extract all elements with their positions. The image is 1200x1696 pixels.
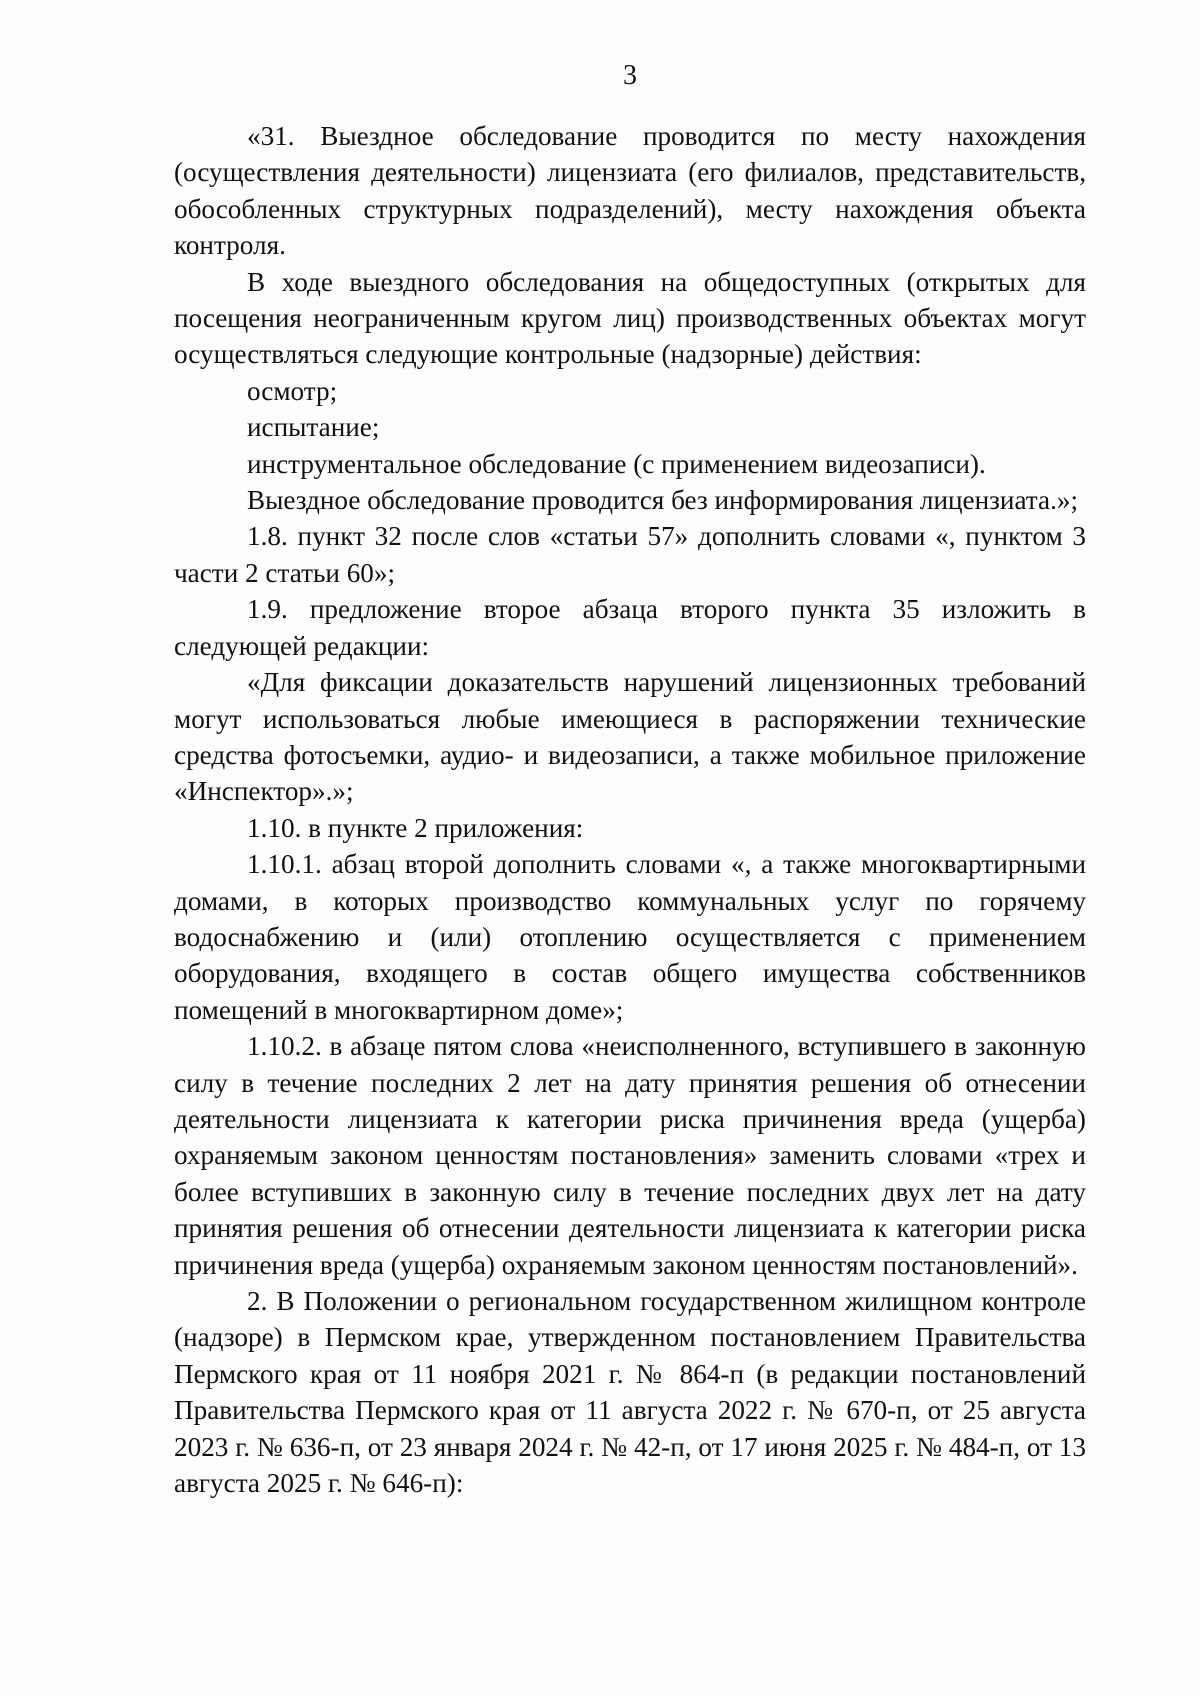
paragraph-2: 2. В Положении о региональном государственном жилищном контроле (надзоре) в Пермском крае, утвержденном постановлением Правительства Пермского края от 11 ноября 2021 г. № 864-п (в редакции постановлений Правительства Пермского края от 11 августа 2022 г. № 670-п, от 25 августа 2023 г. № 636-п, от 23 января 2024 г. № 42-п, от 17 июня 2025 г. № 484-п, от 13 августа 2025 г. № 646-п): [174, 1286, 1086, 1499]
list-item-testing: испытание; [247, 412, 380, 443]
document-body [174, 118, 1086, 1501]
paragraph-1-10-2: 1.10.2. в абзаце пятом слова «неисполненного, вступившего в законную силу в течение последних 2 лет на дату принятия решения об отнесении деятельности лицензиата к категории риска причинения вреда (ущерба) охраняемым законом ценностям постановления» заменить словами «трех и более вступивших в законную силу в течение последних двух лет на дату принятия решения об отнесении деятельности лицензиата к категории риска причинения вреда (ущерба) охраняемым законом ценностям постановлений». [174, 1031, 1086, 1280]
paragraph-evidence: «Для фиксации доказательств нарушений лицензионных требований могут использоваться любые имеющиеся в распоряжении технические средства фотосъемки, аудио- и видеозаписи, а также мобильное приложение «Инспектор».»; [174, 667, 1086, 807]
list-item-inspection: осмотр; [247, 375, 338, 406]
paragraph-1-10: 1.10. в пункте 2 приложения: [247, 812, 584, 843]
page-number: 3 [623, 60, 637, 91]
paragraph-1-8: 1.8. пункт 32 после слов «статьи 57» дополнить словами «, пунктом 3 части 2 статьи 60»; [174, 521, 1086, 588]
list-item-instrumental: инструментальное обследование (с применением видеозаписи). [247, 448, 986, 479]
paragraph-1-9: 1.9. предложение второе абзаца второго пункта 35 изложить в следующей редакции: [174, 594, 1086, 661]
paragraph-no-notification: Выездное обследование проводится без информирования лицензиата.»; [247, 485, 1079, 516]
paragraph-31: «31. Выездное обследование проводится по месту нахождения (осуществления деятельности) лицензиата (его филиалов, представительств, обособленных структурных подразделений), месту нахождения объекта контроля. [174, 121, 1086, 261]
paragraph-actions-intro: В ходе выездного обследования на общедоступных (открытых для посещения неограниченным кругом лиц) производственных объектах могут осуществляться следующие контрольные (надзорные) действия: [174, 266, 1086, 370]
paragraph-1-10-1: 1.10.1. абзац второй дополнить словами «, а также многоквартирными домами, в которых производство коммунальных услуг по горячему водоснабжению и (или) отоплению осуществляется с применением оборудования, входящего в состав общего имущества собственников помещений в многоквартирном доме»; [174, 849, 1086, 1025]
